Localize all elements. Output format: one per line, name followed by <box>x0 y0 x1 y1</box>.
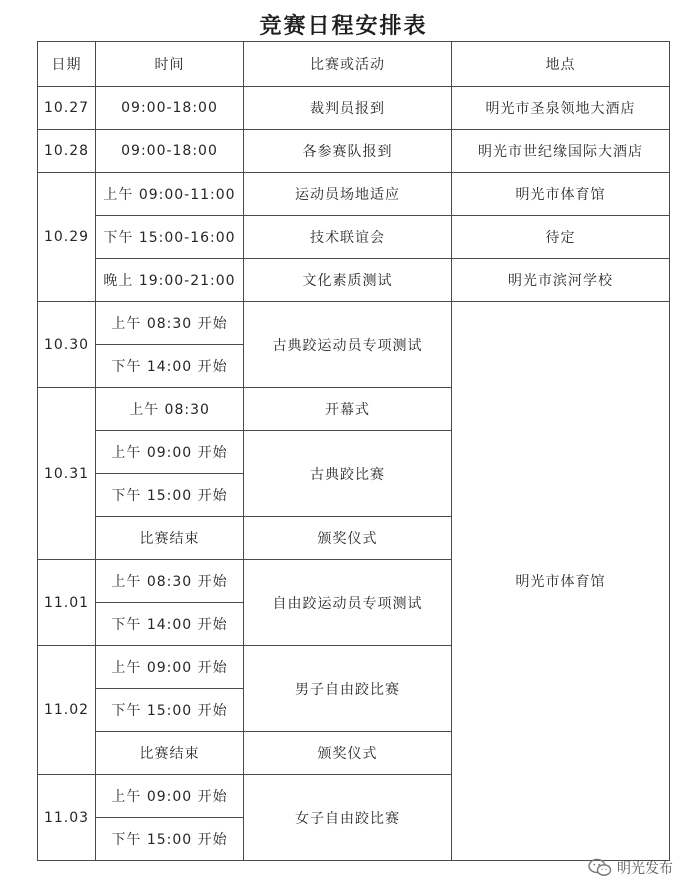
header-location: 地点 <box>452 42 670 87</box>
table-row <box>38 87 670 130</box>
table-row <box>38 216 670 259</box>
schedule-table <box>37 41 670 861</box>
time-cell: 上午 09:00 开始 <box>96 646 244 689</box>
date-cell: 11.03 <box>38 775 96 861</box>
event-cell: 各参赛队报到 <box>244 130 452 173</box>
date-cell: 11.01 <box>38 560 96 646</box>
time-cell: 比赛结束 <box>96 732 244 775</box>
date-cell: 10.27 <box>38 87 96 130</box>
wechat-icon <box>588 858 612 878</box>
event-cell: 古典跤比赛 <box>244 431 452 517</box>
time-cell: 下午 15:00 开始 <box>96 689 244 732</box>
header-event: 比赛或活动 <box>244 42 452 87</box>
event-cell: 开幕式 <box>244 388 452 431</box>
shared-location-cell: 明光市体育馆 <box>452 302 670 861</box>
date-cell: 10.28 <box>38 130 96 173</box>
time-cell: 下午 14:00 开始 <box>96 603 244 646</box>
time-cell: 上午 09:00 开始 <box>96 775 244 818</box>
time-cell: 下午 15:00-16:00 <box>96 216 244 259</box>
event-cell: 技术联谊会 <box>244 216 452 259</box>
event-cell: 文化素质测试 <box>244 259 452 302</box>
time-cell: 上午 08:30 <box>96 388 244 431</box>
header-date: 日期 <box>38 42 96 87</box>
header-row <box>38 42 670 87</box>
event-cell: 自由跤运动员专项测试 <box>244 560 452 646</box>
location-cell: 明光市滨河学校 <box>452 259 670 302</box>
date-cell: 10.29 <box>38 173 96 302</box>
watermark-text: 明光发布 <box>617 861 673 877</box>
location-cell: 待定 <box>452 216 670 259</box>
event-cell: 裁判员报到 <box>244 87 452 130</box>
time-cell: 下午 15:00 开始 <box>96 818 244 861</box>
location-cell: 明光市圣泉领地大酒店 <box>452 87 670 130</box>
time-cell: 09:00-18:00 <box>96 130 244 173</box>
header-time: 时间 <box>96 42 244 87</box>
page-title: 竞赛日程安排表 <box>259 13 428 39</box>
table-row <box>38 173 670 216</box>
watermark <box>588 858 673 878</box>
event-cell: 女子自由跤比赛 <box>244 775 452 861</box>
event-cell: 颁奖仪式 <box>244 517 452 560</box>
time-cell: 比赛结束 <box>96 517 244 560</box>
time-cell: 下午 15:00 开始 <box>96 474 244 517</box>
date-cell: 11.02 <box>38 646 96 775</box>
time-cell: 09:00-18:00 <box>96 87 244 130</box>
table-row <box>38 302 670 345</box>
time-cell: 下午 14:00 开始 <box>96 345 244 388</box>
time-cell: 上午 08:30 开始 <box>96 560 244 603</box>
event-cell: 运动员场地适应 <box>244 173 452 216</box>
table-row <box>38 259 670 302</box>
location-cell: 明光市世纪缘国际大酒店 <box>452 130 670 173</box>
event-cell: 男子自由跤比赛 <box>244 646 452 732</box>
event-cell: 颁奖仪式 <box>244 732 452 775</box>
table-row <box>38 130 670 173</box>
time-cell: 晚上 19:00-21:00 <box>96 259 244 302</box>
time-cell: 上午 09:00-11:00 <box>96 173 244 216</box>
location-cell: 明光市体育馆 <box>452 173 670 216</box>
time-cell: 上午 09:00 开始 <box>96 431 244 474</box>
event-cell: 古典跤运动员专项测试 <box>244 302 452 388</box>
date-cell: 10.31 <box>38 388 96 560</box>
date-cell: 10.30 <box>38 302 96 388</box>
time-cell: 上午 08:30 开始 <box>96 302 244 345</box>
